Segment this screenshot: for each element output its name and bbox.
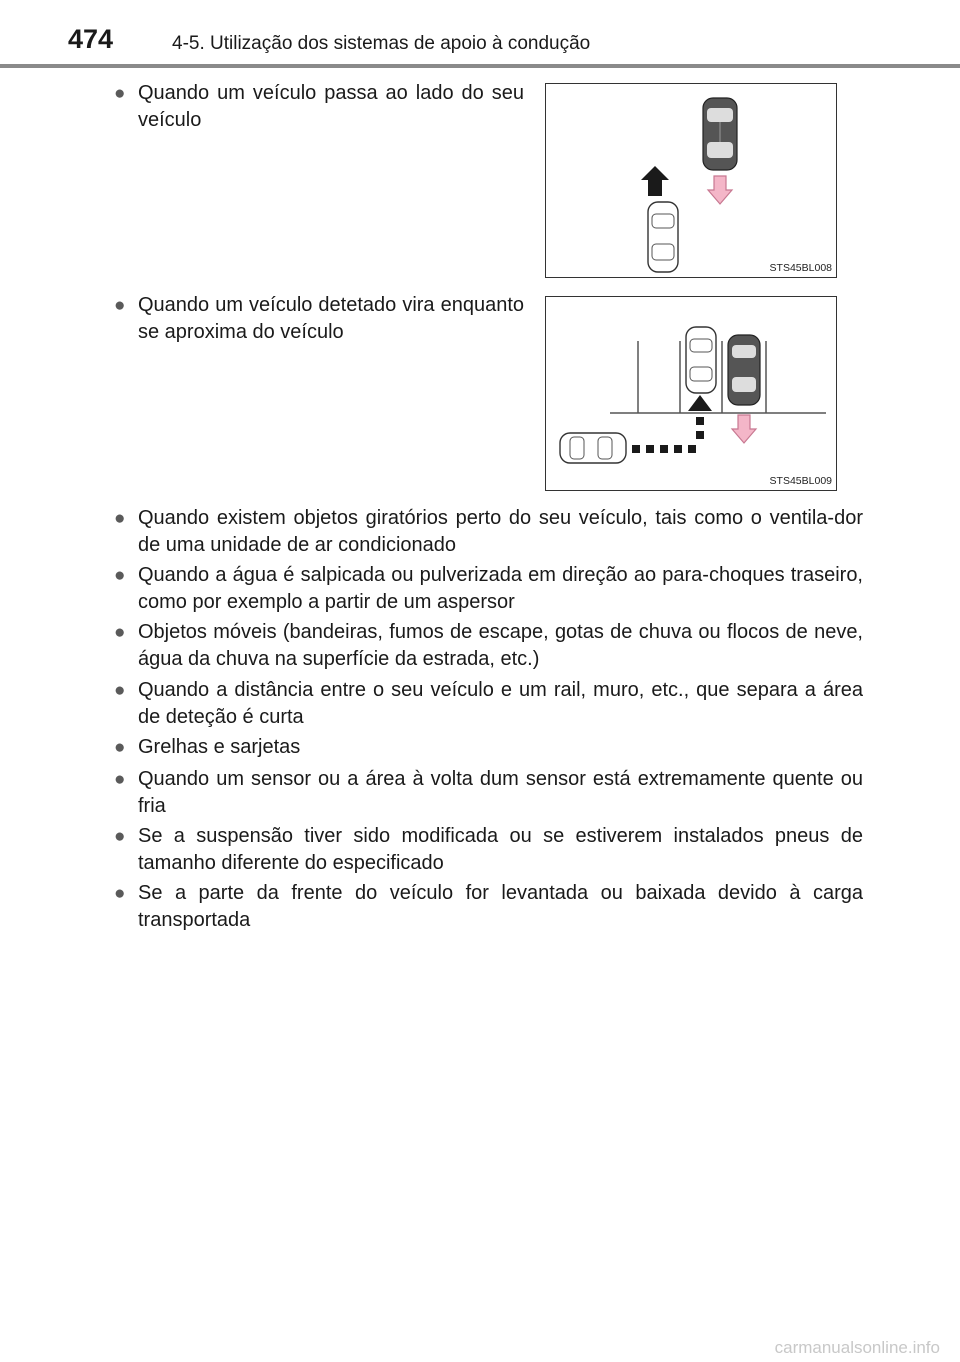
own-car-icon [648, 202, 678, 272]
list-item-text: Quando um veículo passa ao lado do seu veículo [138, 82, 524, 131]
list-item [114, 766, 863, 820]
vehicle-passing-illustration [546, 84, 838, 279]
list-item-text: Quando um veículo detetado vira enquanto se aproxima do veículo [138, 294, 524, 343]
list-item-text: Quando a distância entre o seu veículo e um rail, muro, etc., que separa a área de deteção é curta [138, 679, 863, 728]
vehicle-turning-illustration [546, 297, 838, 492]
bullet-icon: ● [114, 826, 126, 847]
page-header [0, 0, 960, 68]
bullet-icon: ● [114, 83, 126, 104]
approaching-car-icon [560, 433, 626, 463]
arrow-down-icon [732, 415, 756, 443]
list-item-text: Objetos móveis (bandeiras, fumos de escape, gotas de chuva ou flocos de neve, água da chuva na superfície da estrada, etc.) [138, 621, 863, 670]
page-number: 474 [68, 24, 114, 54]
bullet-icon: ● [114, 769, 126, 790]
bullet-icon: ● [114, 508, 126, 529]
arrow-down-icon [708, 176, 732, 204]
figure-code: STS45BL008 [769, 262, 832, 274]
turning-path-arrow [632, 395, 712, 453]
arrow-up-icon [641, 166, 669, 196]
list-item-text: Se a parte da frente do veículo for levantada ou baixada devido à carga transportada [138, 882, 863, 931]
parked-car-icon [686, 327, 716, 393]
list-item-text: Se a suspensão tiver sido modificada ou se estiverem instalados pneus de tamanho diferente do especificado [138, 825, 863, 874]
list-item [114, 562, 863, 616]
list-item [114, 505, 863, 559]
list-item [114, 619, 863, 673]
section-title: 4-5. Utilização dos sistemas de apoio à condução [172, 33, 591, 54]
bullet-icon: ● [114, 737, 126, 758]
figure-code: STS45BL009 [769, 475, 832, 487]
bullet-icon: ● [114, 622, 126, 643]
list-item-text: Quando a água é salpicada ou pulverizada em direção ao para-choques traseiro, como por exemplo a partir de um aspersor [138, 564, 863, 613]
list-item [114, 292, 524, 346]
bullet-icon: ● [114, 680, 126, 701]
header-rule [0, 64, 960, 68]
reversing-car-icon [728, 335, 760, 405]
bullet-icon: ● [114, 565, 126, 586]
list-item [114, 823, 863, 877]
list-item [114, 677, 863, 731]
parking-lines [610, 341, 826, 413]
figure-vehicle-passing [545, 83, 837, 278]
list-item [114, 80, 524, 134]
bullet-icon: ● [114, 883, 126, 904]
list-item-text: Quando um sensor ou a área à volta dum sensor está extremamente quente ou fria [138, 768, 863, 817]
list-item [114, 880, 863, 934]
list-item-text: Quando existem objetos giratórios perto do seu veículo, tais como o ventila-dor de uma unidade de ar condicionado [138, 507, 863, 556]
moving-car-icon [703, 98, 737, 170]
list-item [114, 734, 863, 761]
figure-vehicle-turning [545, 296, 837, 491]
watermark: carmanualsonline.info [774, 1338, 940, 1357]
list-item-text: Grelhas e sarjetas [138, 736, 301, 758]
bullet-icon: ● [114, 295, 126, 316]
